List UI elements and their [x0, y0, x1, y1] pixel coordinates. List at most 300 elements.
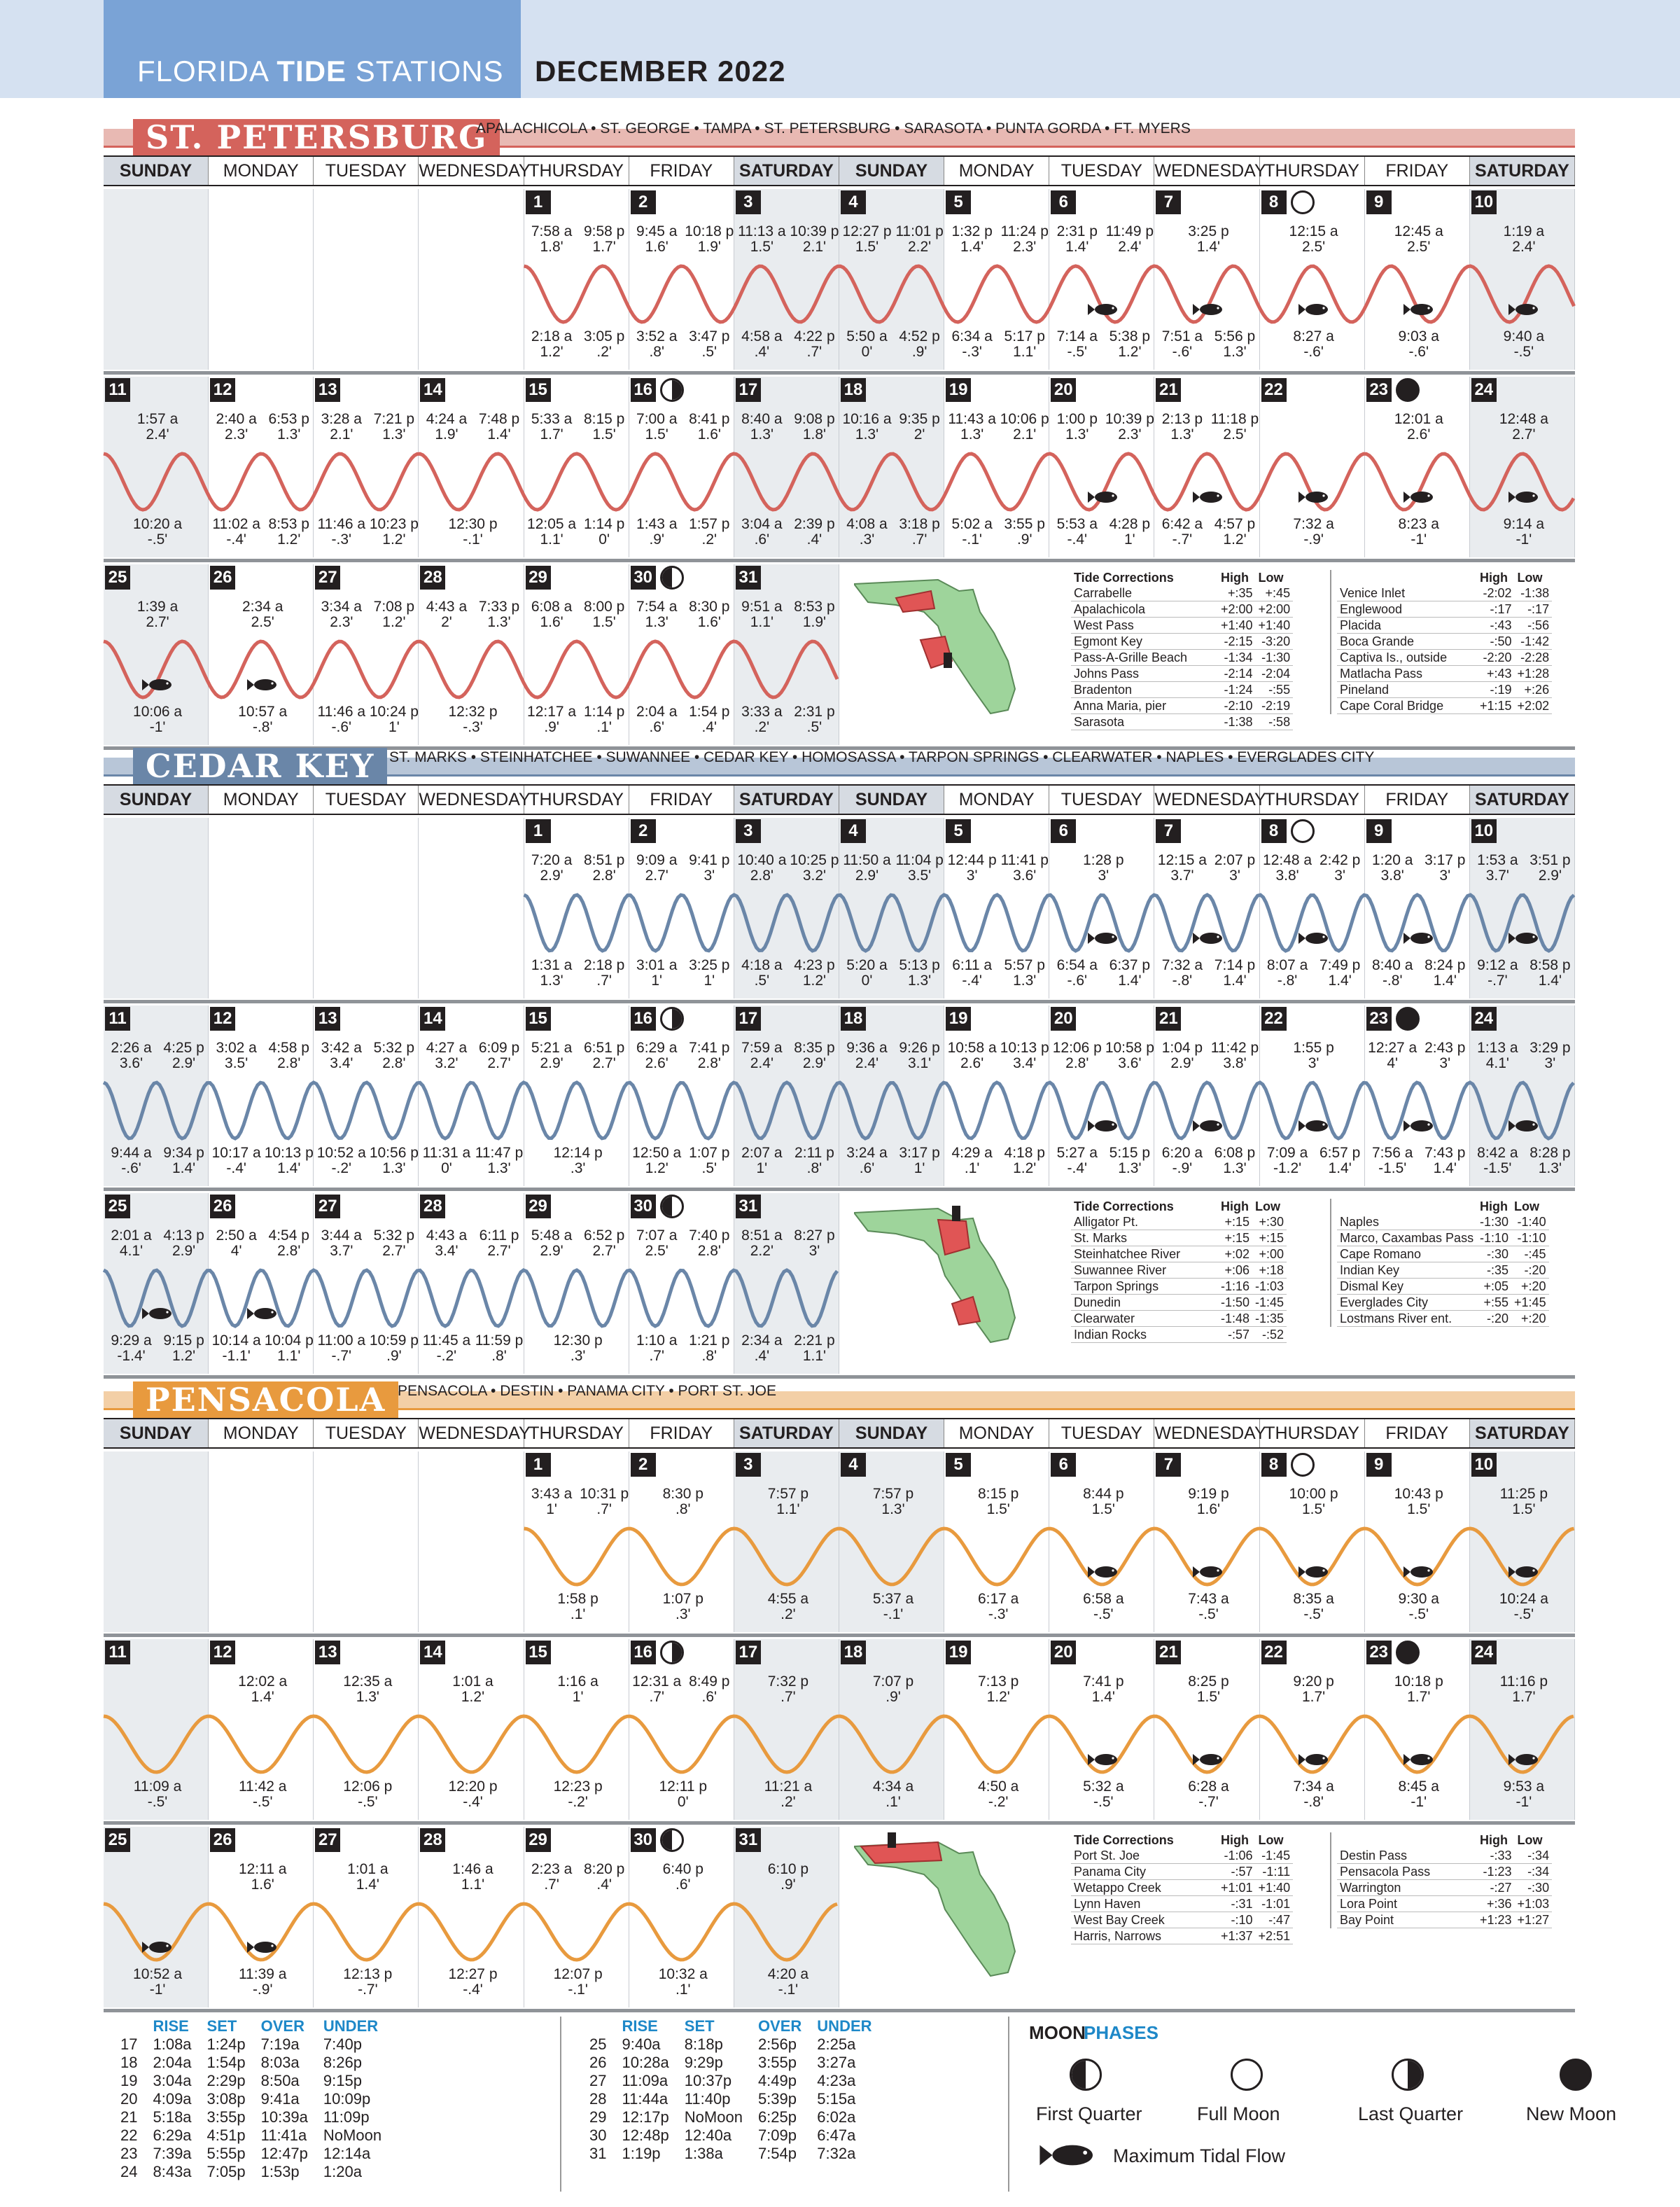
high-tide-label	[1394, 1674, 1443, 1705]
high-tide-time: 2:31 p	[1056, 223, 1098, 239]
low-tide-label	[1052, 1146, 1102, 1176]
high-tide-time: 11:01 p	[895, 223, 944, 239]
tide-curve	[104, 440, 1575, 524]
day-number: 18	[841, 1641, 866, 1664]
high-tide-height: 1.1'	[750, 614, 774, 630]
low-tide-time: 5:53 a	[1056, 516, 1098, 532]
low-tide-label	[1000, 958, 1049, 989]
high-tide-height: 2.8'	[697, 1055, 721, 1071]
high-tide-time: 9:08 p	[794, 411, 835, 427]
low-tide-time: 4:23 p	[794, 957, 835, 973]
new-moon-icon	[1396, 1641, 1420, 1664]
high-tide-time: 12:06 p	[1052, 1040, 1102, 1056]
high-tide-time: 12:27 a	[1368, 1040, 1418, 1056]
low-tide-time: 5:37 a	[872, 1591, 914, 1607]
low-tide-time: 7:14 p	[1214, 957, 1256, 973]
low-tide-height: -.7'	[358, 1982, 378, 1998]
correction-row: Bay Point +1:23 +1:27	[1337, 1912, 1552, 1928]
high-tide-height: 2.3'	[330, 614, 354, 630]
low-tide-label	[790, 958, 839, 989]
high-tide-height: 1.8'	[540, 239, 564, 255]
high-tide-time: 6:29 a	[636, 1040, 678, 1056]
low-tide-time: 10:04 p	[264, 1332, 314, 1349]
high-tide-time: 2:23 a	[531, 1861, 573, 1877]
high-tide-time: 8:51 p	[583, 852, 625, 868]
high-tide-time: 6:10 p	[767, 1861, 809, 1877]
low-tide-time: 2:34 a	[741, 1332, 783, 1349]
high-tide-height: 3.4'	[435, 1243, 458, 1259]
low-tide-height: 1.3'	[540, 973, 564, 989]
high-tide-time: 9:36 a	[846, 1040, 888, 1056]
high-tide-label	[842, 224, 892, 255]
low-tide-height: .1'	[596, 719, 612, 735]
high-tide-height: 1.4'	[1065, 239, 1089, 255]
high-tide-height: 4.1'	[1485, 1055, 1509, 1071]
low-tide-time: 1:43 a	[636, 516, 678, 532]
day-number: 11	[105, 378, 130, 402]
station-subtitle: PENSACOLA • DESTIN • PANAMA CITY • PORT ST. JOE	[398, 1383, 776, 1399]
high-tide-time: 3:25 p	[1188, 223, 1229, 239]
high-tide-time: 6:09 p	[478, 1040, 520, 1056]
weekday-thursday: THURSDAY	[524, 786, 629, 814]
day-number: 18	[841, 378, 866, 402]
correction-row: Captiva Is., outside -2:20 -2:28	[1337, 650, 1552, 666]
low-tide-time: 4:18 p	[1004, 1145, 1045, 1161]
low-tide-time: 6:58 a	[1083, 1591, 1124, 1607]
page-title: FLORIDA TIDE STATIONS	[137, 55, 504, 88]
low-tide-height: 0'	[441, 1160, 452, 1176]
weekday-friday: FRIDAY	[1365, 786, 1470, 814]
low-tide-label	[658, 1779, 708, 1810]
high-tide-time: 1:55 p	[1293, 1040, 1334, 1056]
low-header: Low	[1258, 1833, 1284, 1847]
low-tide-label	[632, 329, 682, 360]
low-tide-time: 10:23 p	[369, 516, 419, 532]
high-tide-label	[1499, 1674, 1548, 1705]
high-tide-label	[553, 1674, 603, 1705]
high-tide-label	[763, 1487, 813, 1517]
day-number: 10	[1471, 819, 1497, 843]
last-quarter-moon-icon	[660, 1641, 684, 1664]
low-tide-time: 10:14 a	[211, 1332, 261, 1349]
low-tide-time: 10:59 p	[369, 1332, 419, 1349]
low-tide-label	[1000, 329, 1049, 360]
low-tide-label	[632, 1333, 682, 1364]
low-tide-label	[527, 329, 577, 360]
low-tide-time: 9:12 a	[1477, 957, 1518, 973]
low-tide-height: 1'	[1124, 531, 1135, 548]
low-tide-label	[343, 1779, 393, 1810]
low-tide-label	[1499, 329, 1548, 360]
high-tide-time: 7:08 p	[373, 599, 415, 615]
low-tide-time: 8:42 a	[1477, 1145, 1518, 1161]
high-tide-time: 11:16 p	[1499, 1673, 1548, 1690]
low-tide-label	[316, 1333, 366, 1364]
low-tide-time: 10:52 a	[133, 1966, 183, 1982]
low-tide-height: -.8'	[1172, 973, 1193, 989]
low-tide-label	[763, 1967, 813, 1998]
high-header: High	[1221, 1833, 1249, 1847]
max-tidal-flow-fish-icon	[1298, 1119, 1329, 1136]
high-tide-height: 1.3'	[881, 1501, 905, 1517]
weekday-monday: MONDAY	[944, 157, 1049, 185]
weekday-tuesday: TUESDAY	[1049, 1419, 1154, 1447]
high-tide-height: 2.9'	[540, 1243, 564, 1259]
high-tide-label	[133, 599, 183, 630]
day-number: 28	[420, 566, 445, 590]
low-tide-height: 1.4'	[172, 1160, 196, 1176]
high-tide-time: 11:18 p	[1210, 411, 1259, 427]
moon-time-row: 29 12:17p NoMoon 6:25p 6:02a	[589, 2108, 856, 2126]
week-row	[0, 377, 1680, 557]
low-tide-time: 12:14 p	[553, 1145, 603, 1161]
max-tidal-flow-label: Maximum Tidal Flow	[1113, 2145, 1286, 2166]
low-tide-label	[763, 1779, 813, 1810]
low-tide-height: 1.4'	[277, 1160, 301, 1176]
low-tide-time: 2:39 p	[794, 516, 835, 532]
correction-row: Tarpon Springs -1:16 -1:03	[1071, 1279, 1287, 1295]
low-tide-height: -.5'	[1198, 1606, 1219, 1622]
low-tide-height: 1.2'	[172, 1348, 196, 1364]
low-tide-height: .4'	[754, 1348, 770, 1364]
low-tide-label	[527, 517, 577, 548]
high-tide-height: 1.1'	[461, 1877, 485, 1893]
low-tide-label	[474, 1333, 524, 1364]
high-tide-time: 10:18 p	[1394, 1673, 1443, 1690]
high-tide-time: 1:57 a	[136, 411, 178, 427]
low-tide-height: .9'	[911, 344, 927, 360]
low-tide-height: -.2'	[568, 1794, 588, 1810]
day-number: 14	[420, 1641, 445, 1664]
low-tide-label	[1052, 517, 1102, 548]
low-tide-label	[1210, 329, 1259, 360]
low-tide-label	[658, 1967, 708, 1998]
high-tide-label	[1315, 853, 1365, 884]
correction-row: Carrabelle +:35 +:45	[1071, 585, 1293, 601]
day-number: 29	[526, 566, 551, 590]
high-tide-time: 2:42 p	[1319, 852, 1361, 868]
high-tide-height: 1.3'	[487, 614, 511, 630]
low-tide-time: 4:57 p	[1214, 516, 1256, 532]
low-tide-height: 1.3'	[1118, 1160, 1142, 1176]
high-tide-label	[1000, 412, 1049, 443]
high-tide-height: 1.3'	[960, 426, 984, 443]
high-tide-label	[1420, 1040, 1470, 1071]
high-tide-time: 8:30 p	[662, 1486, 704, 1502]
high-tide-label	[685, 599, 734, 630]
high-tide-time: 1:00 p	[1056, 411, 1098, 427]
low-tide-height: -.2'	[436, 1348, 457, 1364]
low-tide-height: -.9'	[1172, 1160, 1193, 1176]
high-tide-time: 7:54 a	[636, 599, 678, 615]
weekday-sunday: SUNDAY	[104, 157, 209, 185]
low-tide-height: -.3'	[962, 344, 982, 360]
high-tide-time: 6:52 p	[583, 1227, 625, 1244]
low-tide-height: -.6'	[1303, 344, 1324, 360]
max-tidal-flow-fish-icon	[142, 678, 173, 695]
high-tide-label	[211, 1040, 261, 1071]
low-tide-time: 9:29 a	[111, 1332, 152, 1349]
low-tide-time: 10:06 a	[133, 704, 183, 720]
tide-curve	[104, 1068, 1575, 1153]
correction-row: Venice Inlet -2:02 -1:38	[1337, 585, 1552, 601]
low-tide-label	[1157, 517, 1207, 548]
high-tide-time: 5:32 p	[373, 1040, 415, 1056]
low-tide-time: 2:18 a	[531, 328, 573, 344]
high-tide-time: 12:31 a	[632, 1673, 682, 1690]
high-tide-time: 8:40 a	[741, 411, 783, 427]
high-tide-time: 6:40 p	[662, 1861, 704, 1877]
low-tide-height: -.8'	[252, 719, 273, 735]
high-tide-time: 7:07 p	[872, 1673, 914, 1690]
high-tide-label	[632, 853, 682, 884]
high-tide-time: 7:57 p	[872, 1486, 914, 1502]
high-tide-label	[1105, 224, 1154, 255]
day-number: 7	[1156, 1453, 1181, 1477]
tide-curve	[104, 881, 1575, 965]
high-tide-height: 2.7'	[592, 1055, 616, 1071]
high-tide-time: 9:20 p	[1293, 1673, 1334, 1690]
high-tide-height: 3'	[966, 868, 978, 884]
high-tide-label	[1000, 853, 1049, 884]
high-tide-height: 1.7'	[1512, 1689, 1536, 1705]
high-tide-label	[895, 1040, 944, 1071]
high-tide-time: 8:51 a	[741, 1227, 783, 1244]
full-moon-icon	[1231, 2059, 1263, 2091]
low-tide-time: 1:31 a	[531, 957, 573, 973]
high-tide-time: 4:58 p	[268, 1040, 309, 1056]
low-tide-time: 6:20 a	[1161, 1145, 1203, 1161]
low-tide-label	[1394, 329, 1443, 360]
low-tide-label	[1394, 1592, 1443, 1622]
day-number: 23	[1366, 1641, 1392, 1664]
high-tide-time: 6:08 a	[531, 599, 573, 615]
high-tide-time: 8:20 p	[583, 1861, 625, 1877]
low-tide-label	[527, 704, 577, 735]
low-tide-label	[1157, 329, 1207, 360]
max-tidal-flow-fish-icon	[1298, 490, 1329, 508]
high-tide-height: 1.7'	[1301, 1689, 1326, 1705]
high-tide-time: 1:28 p	[1083, 852, 1124, 868]
low-tide-height: 0'	[861, 344, 873, 360]
low-tide-label	[1473, 958, 1522, 989]
low-tide-height: -.7'	[1488, 973, 1508, 989]
high-tide-time: 11:25 p	[1499, 1486, 1548, 1502]
full-moon-label: Full Moon	[1197, 2103, 1280, 2124]
high-tide-label	[264, 1228, 314, 1259]
low-tide-label	[1289, 1779, 1338, 1810]
high-tide-label	[947, 224, 997, 255]
max-tidal-flow-fish-icon	[1508, 1119, 1539, 1136]
low-tide-time: 10:13 p	[264, 1145, 314, 1161]
high-tide-label	[106, 1228, 156, 1259]
high-tide-height: 2.4'	[1512, 239, 1536, 255]
high-tide-height: 1.3'	[1065, 426, 1089, 443]
tide-corrections	[1071, 570, 1293, 730]
full-moon-icon	[1291, 1453, 1315, 1477]
high-tide-label	[685, 853, 734, 884]
low-tide-label	[106, 1333, 156, 1364]
low-tide-height: 1'	[388, 719, 400, 735]
corrections-title: Tide Corrections	[1074, 571, 1174, 585]
low-tide-height: 1'	[913, 1160, 925, 1176]
low-tide-height: .4'	[806, 531, 822, 548]
low-tide-time: 4:29 a	[951, 1145, 993, 1161]
high-tide-label	[1368, 1040, 1418, 1071]
correction-row: Boca Grande -:50 -1:42	[1337, 634, 1552, 650]
low-tide-time: 1:54 p	[689, 704, 730, 720]
high-tide-label	[1289, 224, 1338, 255]
low-tide-height: -.4'	[962, 973, 982, 989]
high-tide-time: 3:43 a	[531, 1486, 573, 1502]
high-tide-label	[895, 412, 944, 443]
high-tide-label	[1289, 1674, 1338, 1705]
low-tide-time: 10:52 a	[316, 1145, 366, 1161]
low-tide-height: -1.5'	[1483, 1160, 1512, 1176]
correction-row: West Bay Creek -:10 -:47	[1071, 1912, 1293, 1928]
low-tide-time: 11:46 a	[317, 516, 366, 532]
last-quarter-moon-icon	[660, 1007, 684, 1031]
low-tide-label	[369, 517, 419, 548]
low-tide-height: 1.2'	[802, 973, 827, 989]
day-number: 4	[841, 1453, 866, 1477]
correction-row: Naples -1:30 -1:40	[1337, 1214, 1549, 1230]
max-tidal-flow-fish-icon	[1088, 1565, 1119, 1582]
tide-corrections-left	[1071, 570, 1293, 730]
high-tide-time: 11:43 a	[948, 411, 996, 427]
correction-row: Port St. Joe -1:06 -1:45	[1071, 1848, 1293, 1864]
high-tide-time: 4:25 p	[163, 1040, 204, 1056]
low-tide-label	[685, 958, 734, 989]
high-tide-height: 3'	[1439, 868, 1451, 884]
low-tide-label	[1394, 517, 1443, 548]
high-tide-label	[1210, 853, 1259, 884]
station-name: CEDAR KEY	[133, 748, 387, 784]
low-tide-label	[1052, 329, 1102, 360]
low-tide-time: 12:23 p	[553, 1778, 603, 1795]
high-tide-time: 9:19 p	[1188, 1486, 1229, 1502]
high-tide-time: 11:49 p	[1105, 223, 1154, 239]
high-tide-time: 2:26 a	[111, 1040, 152, 1056]
low-tide-height: -.3'	[463, 719, 483, 735]
max-tidal-flow-fish-icon	[1298, 931, 1329, 949]
high-tide-label	[1289, 1487, 1338, 1517]
high-tide-label	[580, 599, 629, 630]
sun-moon-table	[105, 2017, 1617, 2199]
high-tide-height: 2.7'	[1512, 426, 1536, 443]
low-tide-height: 1.1'	[1013, 344, 1037, 360]
high-tide-height: 1.9'	[435, 426, 458, 443]
low-tide-height: .3'	[676, 1606, 691, 1622]
high-tide-label	[1157, 853, 1207, 884]
low-tide-label	[1525, 1146, 1575, 1176]
weekday-wednesday: WEDNESDAY	[419, 786, 524, 814]
high-tide-height: 1.5'	[592, 426, 616, 443]
low-tide-time: 5:17 p	[1004, 328, 1045, 344]
low-tide-height: 1.3'	[1223, 1160, 1247, 1176]
high-tide-label	[737, 412, 787, 443]
high-tide-label	[842, 853, 892, 884]
high-tide-label	[658, 1862, 708, 1893]
day-number: 21	[1156, 1641, 1181, 1664]
day-number: 15	[526, 378, 551, 402]
max-tidal-flow-fish-icon	[1193, 1119, 1224, 1136]
high-tide-label	[1499, 224, 1548, 255]
day-number: 25	[105, 1195, 130, 1218]
day-number: 31	[736, 566, 761, 590]
high-tide-height: 1.5'	[855, 239, 879, 255]
first-quarter-moon-icon	[660, 1195, 684, 1218]
day-number: 2	[631, 190, 656, 214]
high-tide-label	[527, 599, 577, 630]
day-number: 25	[105, 1828, 130, 1852]
high-tide-time: 3:29 p	[1530, 1040, 1571, 1056]
high-tide-time: 6:11 p	[479, 1227, 519, 1244]
low-tide-height: .5'	[806, 719, 822, 735]
moon-phases-title: MOON	[1029, 2022, 1086, 2043]
day-number: 12	[210, 378, 235, 402]
low-tide-time: 8:53 p	[268, 516, 309, 532]
high-tide-label	[685, 224, 734, 255]
low-tide-height: .2'	[780, 1794, 796, 1810]
low-tide-height: 1.2'	[277, 531, 301, 548]
low-tide-label	[790, 1333, 839, 1364]
high-tide-height: 2.8'	[592, 868, 616, 884]
week-divider	[104, 559, 1575, 562]
correction-row: Clearwater -1:48 -1:35	[1071, 1311, 1287, 1327]
moon-time-row: 20 4:09a 3:08p 9:41a 10:09p	[120, 2090, 371, 2108]
high-tide-label	[1105, 1040, 1154, 1071]
low-tide-time: 9:30 a	[1398, 1591, 1439, 1607]
low-tide-label	[1052, 958, 1102, 989]
low-tide-label	[1105, 958, 1154, 989]
low-tide-time: 1:07 p	[689, 1145, 730, 1161]
day-number: 11	[105, 1007, 130, 1031]
correction-row: Sarasota -1:38 -:58	[1071, 714, 1293, 730]
moon-rise-set-table: RISE SET OVER UNDER 25 9:40a 8:18p 2:56p 2:25a 26 10:28a 9:29p 3:55p 3:27a 27 11:09a 10:37p 4:49p 4:23a 28 11:44a 11:40p 5:39p 5:15a 29 12:17p NoMoon 6:25p 6:02a 30 12:48p 12:40a 7:09p 6:47a 31 1:19p 1:38a 7:54p 7:32a	[581, 2017, 881, 2164]
low-tide-label	[1368, 958, 1418, 989]
high-tide-label	[1394, 224, 1443, 255]
moon-time-row: 17 1:08a 1:24p 7:19a 7:40p	[120, 2035, 362, 2053]
station-name: ST. PETERSBURG	[133, 119, 500, 155]
high-tide-label	[1525, 1040, 1575, 1071]
weekday-thursday: THURSDAY	[1260, 1419, 1365, 1447]
low-tide-time: 12:11 p	[659, 1778, 708, 1795]
high-tide-label	[1052, 1040, 1102, 1071]
week-divider	[104, 1000, 1575, 1003]
low-tide-height: -1.1'	[222, 1348, 251, 1364]
high-tide-time: 3:02 a	[216, 1040, 257, 1056]
high-tide-time: 3:42 a	[321, 1040, 362, 1056]
day-number: 1	[526, 190, 551, 214]
high-tide-label	[1184, 224, 1233, 255]
low-tide-time: 10:56 p	[369, 1145, 419, 1161]
high-tide-time: 12:15 a	[1157, 852, 1207, 868]
high-tide-time: 7:07 a	[636, 1227, 678, 1244]
low-tide-time: 9:40 a	[1503, 328, 1545, 344]
weekday-tuesday: TUESDAY	[314, 786, 419, 814]
low-tide-height: -1.2'	[1273, 1160, 1302, 1176]
high-tide-height: 3'	[1229, 868, 1240, 884]
low-tide-height: .9'	[544, 719, 559, 735]
day-number: 29	[526, 1828, 551, 1852]
high-tide-time: 9:51 a	[741, 599, 783, 615]
weekday-saturday: SATURDAY	[734, 157, 839, 185]
high-tide-height: 2.9'	[540, 868, 564, 884]
high-tide-label	[685, 1228, 734, 1259]
low-tide-label	[1315, 1146, 1365, 1176]
low-tide-label	[974, 1592, 1023, 1622]
